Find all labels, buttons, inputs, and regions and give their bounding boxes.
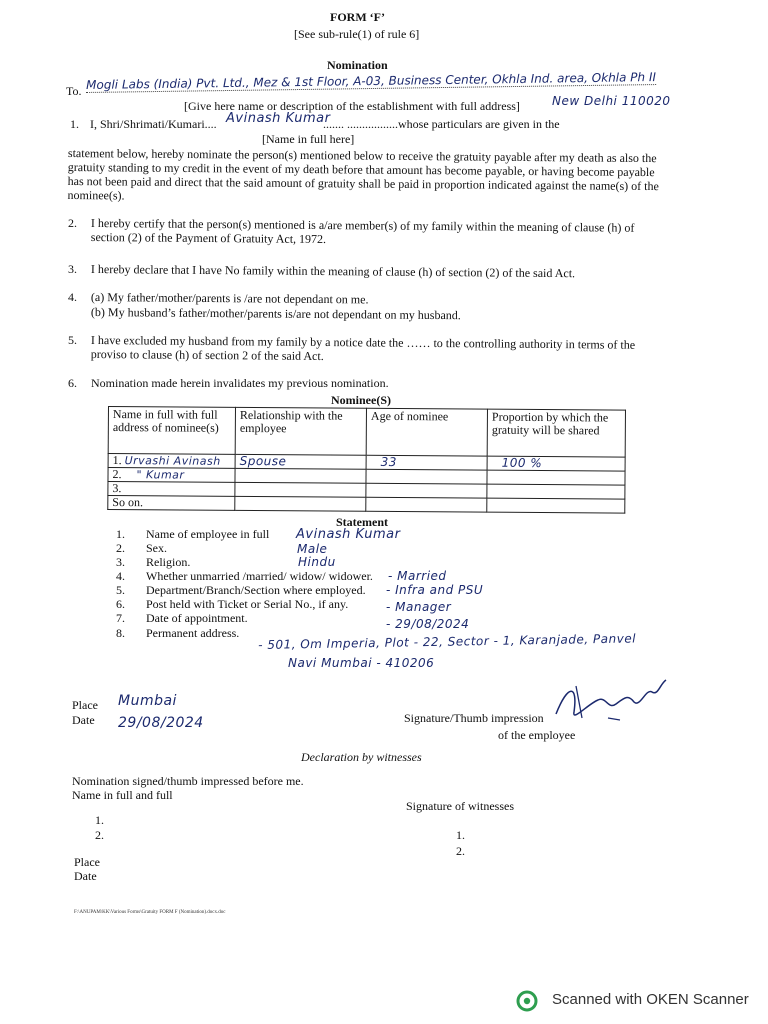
clause1-body: statement below, hereby nominate the person(s) mentioned below to receive the gratuity payable after my death as also the gratuity standing to my credit in the event of my death before that amount has become payable, or having become payable has not been paid and direct that the said amount of gratuity shall be paid in proportion indicated against the name(s) of the nominee(s). <box>67 146 659 203</box>
nominee-cell-name <box>108 454 235 469</box>
clause1-post: ....... .................whose particulars are given in the <box>323 117 560 131</box>
witness-right-2: 2. <box>456 844 465 858</box>
statement-num: 4. <box>116 569 125 583</box>
nominee-header-name: Name in full with full address of nominee(s) <box>108 407 235 455</box>
witness-left-1: 1. <box>95 813 104 827</box>
file-path-footnote: F:\ANUPAM\KK\Various Forms\Gratuity FORM F (Nomination).docx.doc <box>74 910 226 915</box>
statement-value-handwritten: - Married <box>388 569 447 583</box>
row-prefix: So on. <box>112 495 144 510</box>
witness-place-label: Place <box>74 855 100 869</box>
nominee-header-proportion: Proportion by which the gratuity will be shared <box>487 409 625 457</box>
statement-num: 5. <box>116 583 125 597</box>
witnesses-line1: Nomination signed/thumb impressed before me. <box>72 774 304 788</box>
nominee-cell <box>487 484 625 499</box>
nominee-header-relationship: Relationship with the employee <box>235 407 366 455</box>
place-label: Place <box>72 698 98 712</box>
witness-right-1: 1. <box>456 828 465 842</box>
witnesses-heading: Declaration by witnesses <box>301 750 422 764</box>
clause1-hint: [Name in full here] <box>262 132 355 146</box>
row-prefix: 1. <box>112 453 122 468</box>
nominee-cell <box>487 470 625 485</box>
signature-label: Signature/Thumb impression <box>404 711 544 725</box>
clause5-text: I have excluded my husband from my family by a notice date the …… to the controlling authority in terms of the proviso to clause (h) of section 2 of the said Act. <box>90 333 636 364</box>
statement-num: 8. <box>116 626 125 640</box>
statement-label: Whether unmarried /married/ widow/ widower. <box>146 569 373 583</box>
nominee-name-handwritten: " Kumar <box>136 468 185 482</box>
statement-value-handwritten: - Manager <box>386 600 452 614</box>
statement-value-handwritten: Hindu <box>298 555 336 569</box>
nominee-table <box>107 406 626 514</box>
oken-scanner-logo-icon <box>516 990 538 1012</box>
address-handwritten-cont: Navi Mumbai - 410206 <box>288 656 435 670</box>
place-handwritten: Mumbai <box>118 693 177 709</box>
nominee-header-age: Age of nominee <box>366 408 487 456</box>
clause3-number: 3. <box>68 262 77 276</box>
address-handwritten: - 501, Om Imperia, Plot - 22, Sector - 1, Karanjade, Panvel <box>258 631 637 652</box>
statement-label: Post held with Ticket or Serial No., if any. <box>146 597 349 611</box>
form-heading: Nomination <box>327 58 388 72</box>
nominee-relationship-handwritten: Spouse <box>235 454 366 469</box>
clause2-text: I hereby certify that the person(s) mentioned is a/are member(s) of my family within the meaning of clause (h) of section (2) of the Payment of Gratuity Act, 1972. <box>90 216 635 247</box>
statement-value-handwritten: - Infra and PSU <box>386 583 484 597</box>
to-label: To. <box>66 84 82 98</box>
employee-signature <box>548 674 678 734</box>
table-row <box>108 496 625 514</box>
employee-name-handwritten: Avinash Kumar <box>226 111 331 126</box>
clause4b-text: (b) My husband’s father/mother/parents is/are not dependant on my husband. <box>90 305 461 323</box>
statement-num: 3. <box>116 555 125 569</box>
statement-label: Date of appointment. <box>146 611 248 625</box>
nominee-cell-name <box>108 468 235 483</box>
clause6-number: 6. <box>68 376 77 390</box>
date-label: Date <box>72 713 95 727</box>
statement-label: Sex. <box>146 541 167 555</box>
witness-date-label: Date <box>74 869 97 883</box>
form-title: FORM ‘F’ <box>330 10 385 24</box>
statement-label: Religion. <box>146 555 191 569</box>
statement-value-handwritten: - 29/08/2024 <box>386 617 470 631</box>
nominee-age-handwritten: 33 <box>366 455 487 470</box>
statement-value-handwritten: Male <box>297 542 328 556</box>
establishment-handwritten-cont: New Delhi 110020 <box>552 94 671 108</box>
nominee-caption: Nominee(S) <box>331 393 391 407</box>
clause1-number: 1. <box>70 117 79 131</box>
nominee-cell-name <box>108 496 235 511</box>
witnesses-line2: Name in full and full <box>72 788 173 802</box>
clause2-number: 2. <box>68 216 77 230</box>
nominee-cell <box>235 468 366 483</box>
establishment-hint: [Give here name or description of the establishment with full address] <box>184 99 520 113</box>
witness-left-2: 2. <box>95 828 104 842</box>
statement-num: 2. <box>116 541 125 555</box>
nominee-cell <box>235 496 366 511</box>
nominee-proportion-handwritten: 100 % <box>487 456 625 471</box>
clause5-number: 5. <box>68 333 77 347</box>
statement-num: 7. <box>116 611 125 625</box>
nominee-cell <box>235 482 366 497</box>
signature-label-2: of the employee <box>498 728 576 742</box>
clause1-pre: I, Shri/Shrimati/Kumari.... <box>90 117 217 131</box>
statement-num: 1. <box>116 527 125 541</box>
statement-label: Permanent address. <box>146 626 240 640</box>
clause4-number: 4. <box>68 290 77 304</box>
statement-heading: Statement <box>336 515 388 529</box>
clause4a-text: (a) My father/mother/parents is /are not dependant on me. <box>90 290 369 307</box>
statement-value-handwritten: Avinash Kumar <box>296 527 401 542</box>
row-prefix: 3. <box>112 481 122 496</box>
nominee-cell <box>487 498 625 513</box>
establishment-handwritten: Mogli Labs (India) Pvt. Ltd., Mez & 1st Floor, A-03, Business Center, Okhla Ind. area, Okhla Ph II <box>86 70 657 92</box>
nominee-cell <box>366 497 487 512</box>
nominee-cell <box>366 483 487 498</box>
nominee-header-row <box>108 407 625 458</box>
date-handwritten: 29/08/2024 <box>118 715 204 731</box>
statement-label: Name of employee in full <box>146 527 270 541</box>
scanner-brand-text: Scanned with OKEN Scanner <box>552 991 749 1008</box>
clause3-text: I hereby declare that I have No family within the meaning of clause (h) of section (2) of the said Act. <box>90 262 576 281</box>
nominee-cell <box>366 469 487 484</box>
nominee-name-handwritten: Urvashi Avinash <box>124 454 221 468</box>
witness-signature-label: Signature of witnesses <box>406 799 514 813</box>
row-prefix: 2. <box>112 467 122 482</box>
form-subtitle: [See sub-rule(1) of rule 6] <box>294 27 420 41</box>
statement-label: Department/Branch/Section where employed. <box>146 583 366 597</box>
clause6-text: Nomination made herein invalidates my previous nomination. <box>91 376 389 390</box>
statement-num: 6. <box>116 597 125 611</box>
